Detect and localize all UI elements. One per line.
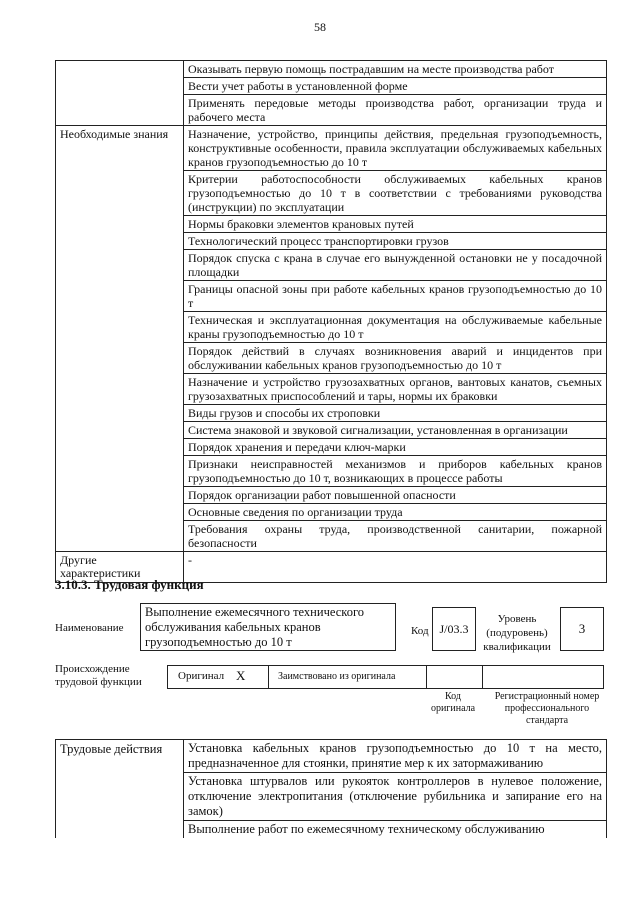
knowledge-label: Необходимые знания — [56, 125, 184, 551]
name-label: Наименование — [55, 622, 124, 634]
origin-divider — [482, 666, 483, 688]
function-code: J/03.3 — [432, 607, 476, 651]
knowledge-row: Нормы браковки элементов крановых путей — [184, 216, 606, 233]
actions-cells — [184, 740, 606, 838]
knowledge-row: Требования охраны труда, производственной санитарии, пожарной безопасности — [188, 522, 602, 550]
knowledge-row: Назначение и устройство грузозахватных органов, вантовых канатов, съемных грузозахватных приспособлений и тары, нормы их браковки — [184, 374, 606, 405]
level-label: Уровень (подуровень) квалификации — [483, 613, 551, 653]
other-cells — [184, 551, 606, 582]
skill-row: Оказывать первую помощь пострадавшим на месте производства работ — [184, 61, 606, 78]
knowledge-row: Технологический процесс транспортировки грузов — [184, 233, 606, 250]
knowledge-row: Порядок организации работ повышенной опасности — [184, 487, 606, 504]
other-label: Другие характеристики — [56, 551, 184, 582]
action-row: Установка кабельных кранов грузоподъемностью до 10 т на место, предназначенное для стоянки, принятие мер к их затормаживанию — [184, 740, 606, 773]
knowledge-cells — [184, 125, 606, 551]
actions-label: Трудовые действия — [56, 740, 184, 838]
level-value: 3 — [560, 607, 604, 651]
code-caption: Код оригинала — [430, 691, 476, 714]
origin-row — [167, 665, 604, 689]
action-row: Установка штурвалов или рукояток контроллеров в нулевое положение, отключение электропитания (отключение рубильника и запирание его на замок) — [184, 773, 606, 821]
function-name: Выполнение ежемесячного технического обслуживания кабельных кранов грузоподъемностью до 10 т — [140, 603, 396, 651]
knowledge-row: Виды грузов и способы их строповки — [184, 405, 606, 422]
skills-label-cell — [56, 61, 184, 125]
other-value: - — [188, 553, 192, 567]
knowledge-row: Критерии работоспособности обслуживаемых кабельных кранов грузоподъемностью до 10 т в соответствии с требованиями руководства (инструкции) по эксплуатации — [184, 171, 606, 216]
knowledge-row: Порядок действий в случаях возникновения аварий и инцидентов при обслуживании кабельных кранов грузоподъемностью до 10 т — [184, 343, 606, 374]
knowledge-row: Признаки неисправностей механизмов и приборов кабельных кранов грузоподъемностью до 10 т, возникающих в процессе работы — [184, 456, 606, 487]
knowledge-row: Техническая и эксплуатационная документация на обслуживаемые кабельные краны грузоподъемностью до 10 т — [184, 312, 606, 343]
knowledge-row: Назначение, устройство, принципы действия, предельная грузоподъемность, конструктивные особенности, правила эксплуатации обслуживаемых кабельных кранов грузоподъемностью до 10 т — [184, 126, 606, 171]
knowledge-row: Границы опасной зоны при работе кабельных кранов грузоподъемностью до 10 т — [184, 281, 606, 312]
origin-divider — [268, 666, 269, 688]
origin-label: Происхождение трудовой функции — [55, 663, 142, 688]
action-row: Выполнение работ по ежемесячному техническому обслуживанию — [188, 822, 545, 836]
knowledge-row: Система знаковой и звуковой сигнализации, установленная в организации — [184, 422, 606, 439]
code-label: Код — [411, 625, 429, 637]
knowledge-row: Порядок спуска с крана в случае его вынужденной остановки не у посадочной площадки — [184, 250, 606, 281]
reg-caption: Регистрационный номер профессионального стандарта — [494, 691, 600, 726]
knowledge-table — [55, 60, 607, 583]
origin-divider — [426, 666, 427, 688]
skills-cells — [184, 61, 606, 125]
borrowed-label: Заимствовано из оригинала — [278, 671, 396, 682]
original-label: Оригинал — [178, 670, 225, 682]
knowledge-row: Основные сведения по организации труда — [184, 504, 606, 521]
original-mark: X — [236, 668, 246, 683]
knowledge-row: Порядок хранения и передачи ключ-марки — [184, 439, 606, 456]
page-number: 58 — [314, 20, 326, 34]
section-title: 3.10.3. Трудовая функция — [55, 577, 204, 592]
actions-table — [55, 739, 607, 838]
skill-row: Вести учет работы в установленной форме — [184, 78, 606, 95]
skill-row: Применять передовые методы производства работ, организации труда и рабочего места — [188, 96, 602, 124]
